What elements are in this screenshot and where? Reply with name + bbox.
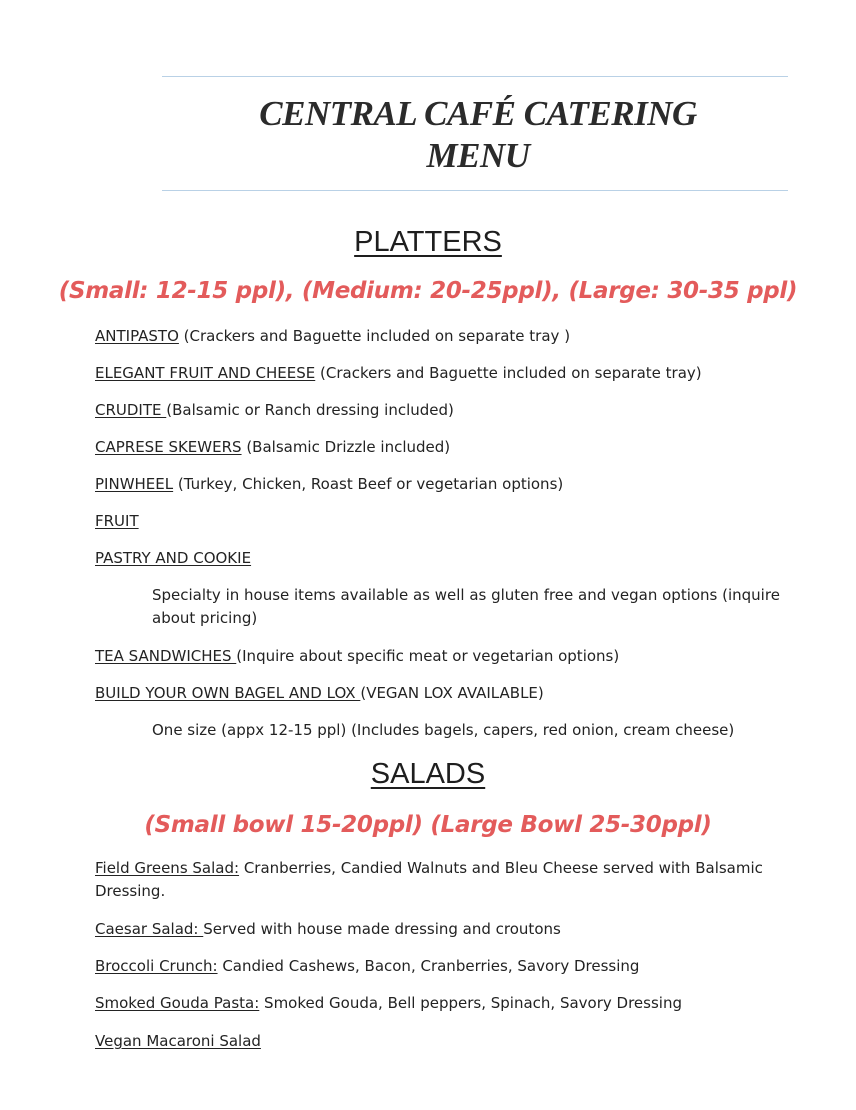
item-name: Caesar Salad:: [95, 920, 204, 938]
item-name: Smoked Gouda Pasta:: [95, 994, 260, 1012]
platter-item-tea-sandwiches: [95, 645, 825, 668]
item-name: PINWHEEL: [95, 475, 174, 493]
platter-item-bagel-lox: [95, 682, 825, 705]
item-desc: (Crackers and Baguette included on separate tray): [315, 364, 702, 382]
bagel-note: One size (appx 12-15 ppl) (Includes bagels, capers, red onion, cream cheese): [152, 721, 735, 739]
platters-heading: PLATTERS: [354, 226, 502, 258]
salads-heading: SALADS: [370, 758, 486, 790]
salad-item-field-greens: [95, 857, 825, 903]
platter-item-fruit: [95, 510, 825, 533]
platter-item-pinwheel: [95, 473, 825, 496]
menu-title-line1: CENTRAL CAFÉ CATERING: [259, 94, 697, 133]
salad-item-gouda-pasta: [95, 992, 825, 1015]
item-desc: Cranberries, Candied Walnuts and Bleu Cheese served with Balsamic Dressing.: [95, 859, 763, 900]
item-name: FRUIT: [95, 512, 139, 530]
item-name: Vegan Macaroni Salad: [95, 1032, 261, 1050]
bottom-divider: [162, 190, 788, 191]
platter-item-crudite: [95, 399, 825, 422]
item-desc: Candied Cashews, Bacon, Cranberries, Savory Dressing: [217, 957, 640, 975]
salad-item-caesar: [95, 918, 825, 941]
item-name: BUILD YOUR OWN BAGEL AND LOX: [95, 684, 361, 702]
item-name: CRUDITE: [95, 401, 167, 419]
item-desc: (Balsamic Drizzle included): [241, 438, 451, 456]
item-desc: (VEGAN LOX AVAILABLE): [360, 684, 544, 702]
item-desc: Served with house made dressing and croutons: [203, 920, 561, 938]
top-divider: [162, 76, 788, 77]
item-name: Broccoli Crunch:: [95, 957, 218, 975]
platter-item-pastry: [95, 547, 825, 570]
item-desc: (Inquire about specific meat or vegetarian options): [236, 647, 620, 665]
salad-item-broccoli: [95, 955, 825, 978]
item-name: PASTRY AND COOKIE: [95, 549, 252, 567]
item-name: Field Greens Salad:: [95, 859, 240, 877]
item-desc: (Turkey, Chicken, Roast Beef or vegetarian options): [173, 475, 564, 493]
item-name: ANTIPASTO: [95, 327, 179, 345]
item-desc: (Crackers and Baguette included on separate tray ): [178, 327, 571, 345]
platter-item-fruit-cheese: [95, 362, 825, 385]
platter-item-antipasto: [95, 325, 825, 348]
item-name: TEA SANDWICHES: [95, 647, 237, 665]
item-name: CAPRESE SKEWERS: [95, 438, 242, 456]
item-name: ELEGANT FRUIT AND CHEESE: [95, 364, 316, 382]
platters-sizes: (Small: 12-15 ppl), (Medium: 20-25ppl), (Large: 30-35 ppl): [58, 278, 798, 304]
salads-sizes: (Small bowl 15-20ppl) (Large Bowl 25-30ppl): [144, 812, 712, 838]
item-desc: (Balsamic or Ranch dressing included): [166, 401, 454, 419]
salad-item-vegan-macaroni: [95, 1030, 825, 1053]
item-desc: Smoked Gouda, Bell peppers, Spinach, Savory Dressing: [259, 994, 682, 1012]
pastry-note: Specialty in house items available as well as gluten free and vegan options (inquire about pricing): [152, 586, 780, 627]
platter-item-caprese: [95, 436, 825, 459]
menu-title-line2: MENU: [426, 136, 530, 175]
